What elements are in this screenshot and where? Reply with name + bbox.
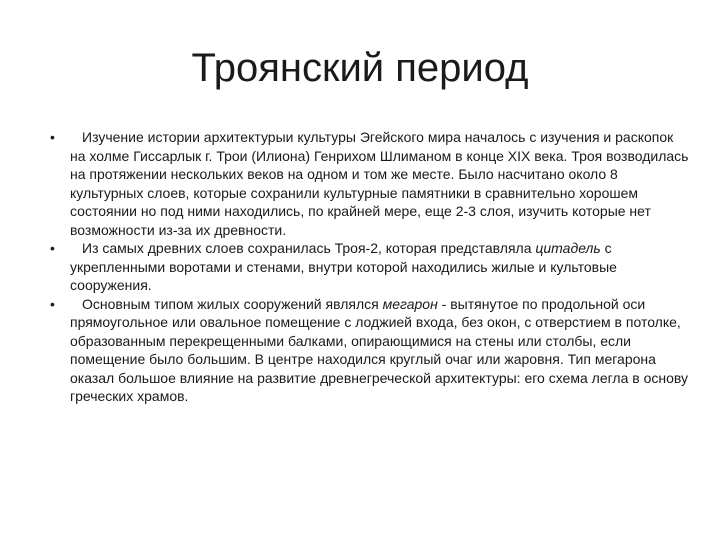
paragraph-text-before: Основным типом жилых сооружений являлся: [82, 295, 383, 312]
slide-title: Троянский период: [191, 46, 529, 90]
paragraph-text-after: с укрепленными воротами и стенами, внутри которой находились жилые и культовые сооружения.: [70, 240, 617, 293]
bullet-list: [50, 128, 690, 406]
paragraph-emphasis: цитадель: [535, 240, 601, 256]
bullet-marker: •: [50, 240, 55, 256]
bullet-item: [50, 128, 690, 239]
paragraph-emphasis: мегарон: [382, 295, 438, 312]
paragraph-text: Изучение истории архитектурыи культуры Эгейского мира началось с изучения и раскопок на холме Гиссарлык г. Трои (Илиона) Генрихом Шлиманом в конце XIX века. Троя возводилась на протяжении нескольких веков на одном и том же месте. Было насчитано около 8 культурных слоев, которые сохранили культурные памятники в сравнительно хорошем состоянии но под ними находились, по крайней мере, еще 2-3 слоя, изучить которые нет возможности из-за их древности.: [70, 129, 689, 238]
paragraph-text-after: - вытянутое по продольной оси прямоугольное или овальное помещение с лоджией входа, без окон, с отверстием в потолке, образованным перекрещенными балками, опирающимися на стены или столбы, если помещение было большим. В центре находился круглый очаг или жаровня. Тип мегарона оказал большое влияние на развитие древнегреческой архитектуры: его схема легла в основу греческих храмов.: [70, 295, 689, 404]
bullet-item: [50, 239, 690, 295]
bullet-item: [50, 295, 690, 406]
paragraph-text-before: Из самых древних слоев сохранилась Троя-2, которая представляла: [82, 240, 536, 256]
bullet-marker: •: [50, 295, 55, 312]
bullet-marker: •: [50, 129, 55, 145]
